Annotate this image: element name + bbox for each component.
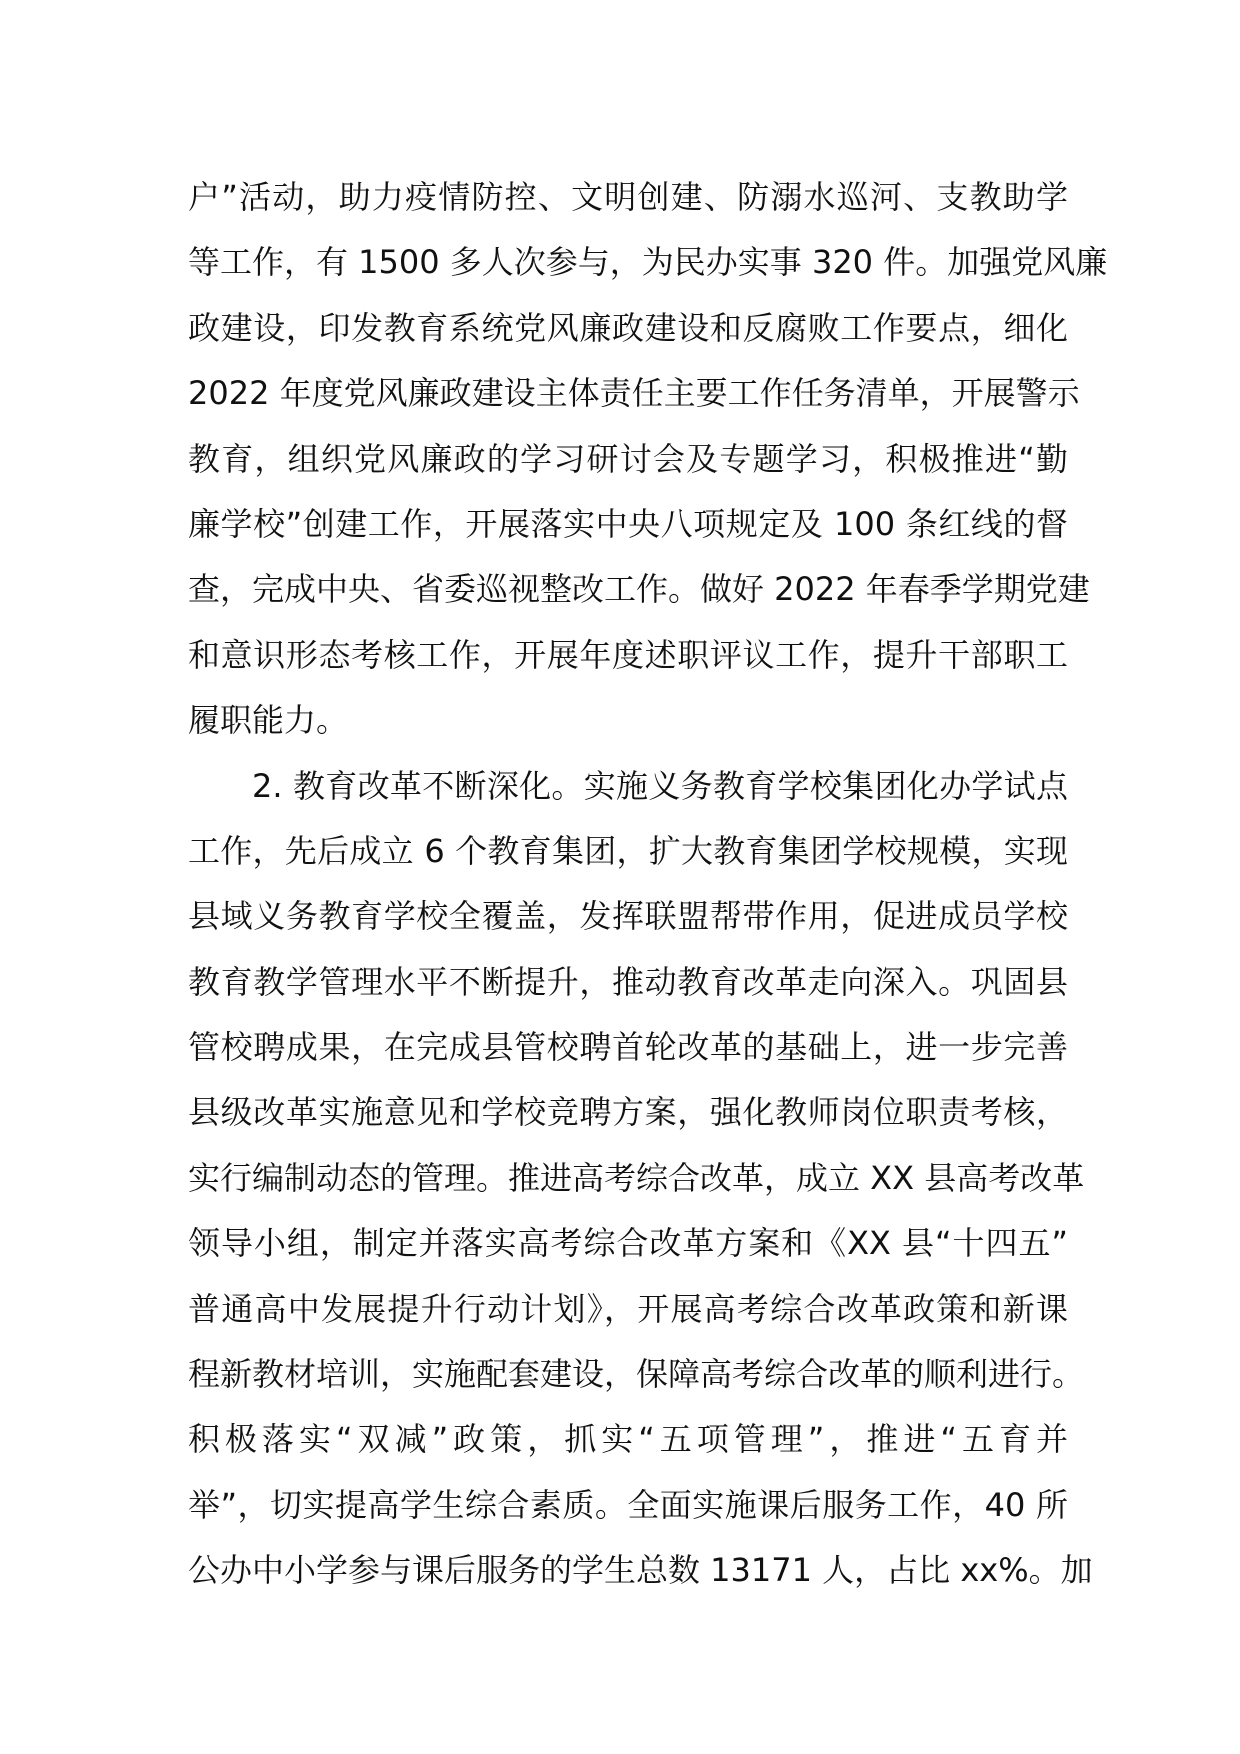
text-line: 实行编制动态的管理。推进高考综合改革，成立 XX 县高考改革 bbox=[188, 1158, 1085, 1197]
text-line: 公办中小学参与课后服务的学生总数 13171 人，占比 xx%。加 bbox=[188, 1551, 1093, 1590]
text-line: 廉学校”创建工作，开展落实中央八项规定及 100 条红线的督 bbox=[188, 504, 1068, 543]
text-line: 教育教学管理水平不断提升，推动教育改革走向深入。巩固县 bbox=[188, 962, 1068, 1001]
text-line: 工作，先后成立 6 个教育集团，扩大教育集团学校规模，实现 bbox=[188, 831, 1068, 870]
text-line: 户”活动，助力疫情防控、文明创建、防溺水巡河、支教助学 bbox=[188, 178, 1068, 216]
text-line: 积极落实“双减”政策，抓实“五项管理”，推进“五育并 bbox=[188, 1420, 1068, 1459]
text-line: 管校聘成果，在完成县管校聘首轮改革的基础上，进一步完善 bbox=[188, 1028, 1068, 1067]
text-line: 政建设，印发教育系统党风廉政建设和反腐败工作要点，细化 bbox=[188, 308, 1068, 347]
text-line: 2022 年度党风廉政建设主体责任主要工作任务清单，开展警示 bbox=[188, 374, 1080, 413]
text-line: 教育，组织党风廉政的学习研讨会及专题学习，积极推进“勤 bbox=[188, 439, 1068, 478]
text-line: 普通高中发展提升行动计划》，开展高考综合改革政策和新课 bbox=[188, 1289, 1068, 1328]
text-line: 领导小组，制定并落实高考综合改革方案和《XX 县“十四五” bbox=[188, 1224, 1068, 1263]
text-line: 程新教材培训，实施配套建设，保障高考综合改革的顺利进行。 bbox=[188, 1355, 1085, 1394]
text-line: 和意识形态考核工作，开展年度述职评议工作，提升干部职工 bbox=[188, 635, 1068, 674]
paragraph-end-line: 履职能力。 bbox=[188, 701, 349, 740]
section-heading-line: 2. 教育改革不断深化。实施义务教育学校集团化办学试点 bbox=[252, 766, 1068, 805]
text-line: 举”，切实提高学生综合素质。全面实施课后服务工作，40 所 bbox=[188, 1485, 1068, 1524]
text-line: 等工作，有 1500 多人次参与，为民办实事 320 件。加强党风廉 bbox=[188, 243, 1108, 282]
body-text bbox=[188, 165, 1108, 1604]
text-line: 县域义务教育学校全覆盖，发挥联盟帮带作用，促进成员学校 bbox=[188, 897, 1068, 936]
text-line: 县级改革实施意见和学校竞聘方案，强化教师岗位职责考核， bbox=[188, 1093, 1068, 1132]
text-line: 查，完成中央、省委巡视整改工作。做好 2022 年春季学期党建 bbox=[188, 570, 1090, 609]
